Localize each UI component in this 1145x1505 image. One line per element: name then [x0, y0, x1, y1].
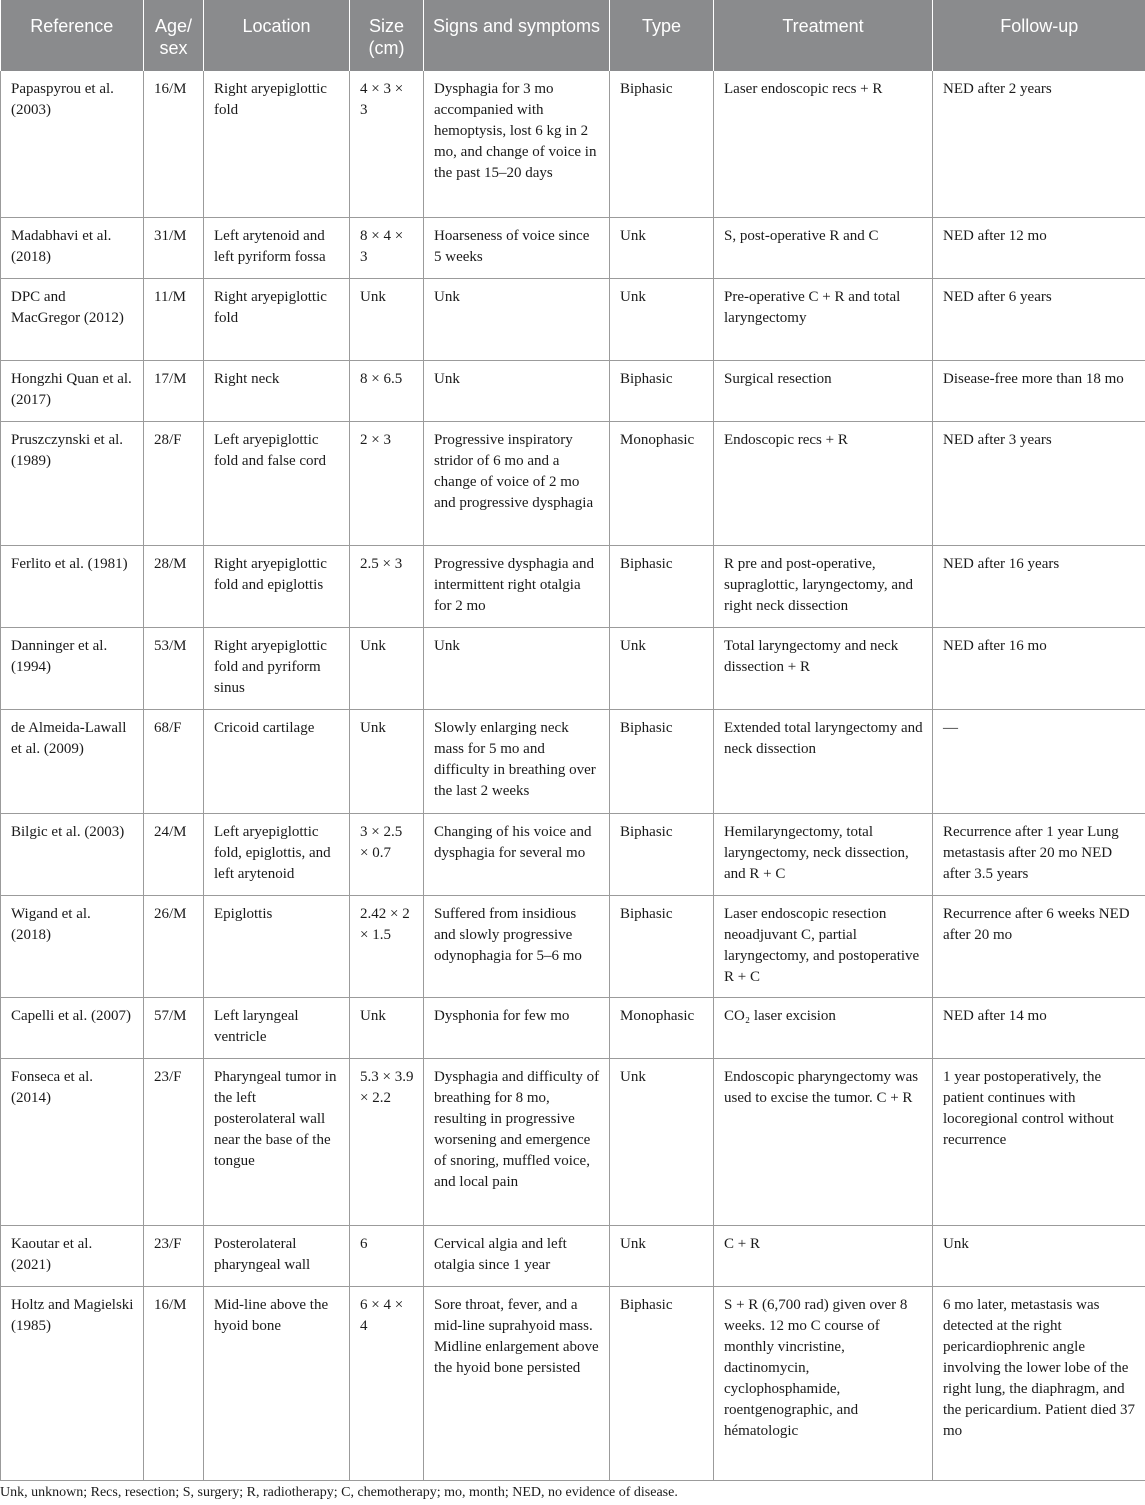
table-row: [1, 217, 1145, 278]
column-header-size: Size (cm): [350, 0, 424, 71]
cell-size: 8 × 4 × 3: [350, 217, 424, 278]
cell-location: Left aryepiglottic fold and false cord: [204, 421, 350, 545]
cell-location: Left laryngeal ventricle: [204, 997, 350, 1058]
cell-reference: Danninger et al. (1994): [1, 627, 144, 709]
table-row: [1, 813, 1145, 895]
cell-type: Unk: [610, 278, 714, 360]
cell-follow-up: NED after 14 mo: [933, 997, 1145, 1058]
cell-signs-symptoms: Slowly enlarging neck mass for 5 mo and difficulty in breathing over the last 2 weeks: [424, 709, 610, 813]
cell-treatment: S, post-operative R and C: [714, 217, 933, 278]
column-header-location: Location: [204, 0, 350, 71]
cell-age-sex: 23/F: [144, 1058, 204, 1225]
cell-age-sex: 26/M: [144, 895, 204, 997]
cell-signs-symptoms: Unk: [424, 360, 610, 421]
cell-age-sex: 16/M: [144, 1286, 204, 1480]
cell-size: 6 × 4 × 4: [350, 1286, 424, 1480]
cell-type: Unk: [610, 1058, 714, 1225]
cell-signs-symptoms: Unk: [424, 627, 610, 709]
cell-age-sex: 31/M: [144, 217, 204, 278]
cell-treatment: Surgical resection: [714, 360, 933, 421]
cell-signs-symptoms: Hoarseness of voice since 5 weeks: [424, 217, 610, 278]
cell-age-sex: 23/F: [144, 1225, 204, 1286]
column-header-signs-symptoms: Signs and symptoms: [424, 0, 610, 71]
table-body: [1, 71, 1145, 1480]
cell-signs-symptoms: Unk: [424, 278, 610, 360]
cell-follow-up: NED after 6 years: [933, 278, 1145, 360]
table-row: [1, 627, 1145, 709]
cell-reference: Ferlito et al. (1981): [1, 545, 144, 627]
cell-location: Pharyngeal tumor in the left posterolateral wall near the base of the tongue: [204, 1058, 350, 1225]
cell-follow-up: Unk: [933, 1225, 1145, 1286]
column-header-type: Type: [610, 0, 714, 71]
table-row: [1, 360, 1145, 421]
cell-age-sex: 68/F: [144, 709, 204, 813]
cell-treatment: Pre-operative C + R and total laryngectomy: [714, 278, 933, 360]
cell-size: 2.5 × 3: [350, 545, 424, 627]
cell-reference: Capelli et al. (2007): [1, 997, 144, 1058]
cell-size: Unk: [350, 627, 424, 709]
cell-type: Unk: [610, 627, 714, 709]
cell-follow-up: —: [933, 709, 1145, 813]
cell-follow-up: 6 mo later, metastasis was detected at the right pericardiophrenic angle involving the lower lobe of the right lung, the diaphragm, and the pericardium. Patient died 37 mo: [933, 1286, 1145, 1480]
table-row: [1, 545, 1145, 627]
cell-age-sex: 11/M: [144, 278, 204, 360]
cell-follow-up: NED after 16 mo: [933, 627, 1145, 709]
cell-signs-symptoms: Suffered from insidious and slowly progressive odynophagia for 5–6 mo: [424, 895, 610, 997]
cell-location: Right aryepiglottic fold and pyriform sinus: [204, 627, 350, 709]
cell-type: Biphasic: [610, 895, 714, 997]
cell-follow-up: Recurrence after 1 year Lung metastasis after 20 mo NED after 3.5 years: [933, 813, 1145, 895]
cell-reference: Madabhavi et al. (2018): [1, 217, 144, 278]
cell-treatment: Endoscopic pharyngectomy was used to excise the tumor. C + R: [714, 1058, 933, 1225]
cell-signs-symptoms: Changing of his voice and dysphagia for several mo: [424, 813, 610, 895]
table-row: [1, 278, 1145, 360]
cell-location: Cricoid cartilage: [204, 709, 350, 813]
cell-reference: de Almeida-Lawall et al. (2009): [1, 709, 144, 813]
table-row: [1, 895, 1145, 997]
cell-treatment: R pre and post-operative, supraglottic, laryngectomy, and right neck dissection: [714, 545, 933, 627]
cell-reference: Hongzhi Quan et al. (2017): [1, 360, 144, 421]
cell-type: Unk: [610, 1225, 714, 1286]
cell-size: 3 × 2.5 × 0.7: [350, 813, 424, 895]
cell-age-sex: 28/M: [144, 545, 204, 627]
cell-signs-symptoms: Sore throat, fever, and a mid-line suprahyoid mass. Midline enlargement above the hyoid bone persisted: [424, 1286, 610, 1480]
cell-age-sex: 17/M: [144, 360, 204, 421]
cell-age-sex: 16/M: [144, 71, 204, 217]
cell-type: Biphasic: [610, 813, 714, 895]
cell-location: Mid-line above the hyoid bone: [204, 1286, 350, 1480]
table-footnote: Unk, unknown; Recs, resection; S, surgery; R, radiotherapy; C, chemotherapy; mo, month; NED, no evidence of disease.: [0, 1485, 678, 1500]
cell-type: Monophasic: [610, 421, 714, 545]
cell-location: Left arytenoid and left pyriform fossa: [204, 217, 350, 278]
cell-location: Right aryepiglottic fold: [204, 278, 350, 360]
cell-treatment: CO₂ laser excision: [714, 997, 933, 1058]
cell-follow-up: NED after 2 years: [933, 71, 1145, 217]
cell-type: Biphasic: [610, 709, 714, 813]
cell-reference: Bilgic et al. (2003): [1, 813, 144, 895]
cell-follow-up: Disease-free more than 18 mo: [933, 360, 1145, 421]
cell-type: Unk: [610, 217, 714, 278]
cell-age-sex: 57/M: [144, 997, 204, 1058]
cell-size: Unk: [350, 278, 424, 360]
table-row: [1, 1058, 1145, 1225]
cell-location: Right aryepiglottic fold: [204, 71, 350, 217]
cell-signs-symptoms: Cervical algia and left otalgia since 1 year: [424, 1225, 610, 1286]
cell-age-sex: 28/F: [144, 421, 204, 545]
cell-treatment: Hemilaryngectomy, total laryngectomy, neck dissection, and R + C: [714, 813, 933, 895]
cell-size: Unk: [350, 997, 424, 1058]
cell-follow-up: 1 year postoperatively, the patient continues with locoregional control without recurrence: [933, 1058, 1145, 1225]
cell-treatment: S + R (6,700 rad) given over 8 weeks. 12 mo C course of monthly vincristine, dactinomycin, cyclophosphamide, roentgenographic, and hématologic: [714, 1286, 933, 1480]
cell-type: Biphasic: [610, 545, 714, 627]
cell-size: 8 × 6.5: [350, 360, 424, 421]
cell-follow-up: Recurrence after 6 weeks NED after 20 mo: [933, 895, 1145, 997]
cell-reference: Holtz and Magielski (1985): [1, 1286, 144, 1480]
cell-location: Posterolateral pharyngeal wall: [204, 1225, 350, 1286]
cell-follow-up: NED after 12 mo: [933, 217, 1145, 278]
cell-treatment: Endoscopic recs + R: [714, 421, 933, 545]
cell-location: Epiglottis: [204, 895, 350, 997]
cell-signs-symptoms: Dysphagia for 3 mo accompanied with hemoptysis, lost 6 kg in 2 mo, and change of voice in the past 15–20 days: [424, 71, 610, 217]
cell-treatment: Laser endoscopic resection neoadjuvant C, partial laryngectomy, and postoperative R + C: [714, 895, 933, 997]
cell-location: Left aryepiglottic fold, epiglottis, and left arytenoid: [204, 813, 350, 895]
cell-type: Biphasic: [610, 1286, 714, 1480]
cell-treatment: Total laryngectomy and neck dissection + R: [714, 627, 933, 709]
cell-follow-up: NED after 16 years: [933, 545, 1145, 627]
cell-type: Monophasic: [610, 997, 714, 1058]
cell-size: 5.3 × 3.9 × 2.2: [350, 1058, 424, 1225]
cell-reference: Kaoutar et al. (2021): [1, 1225, 144, 1286]
cell-location: Right aryepiglottic fold and epiglottis: [204, 545, 350, 627]
column-header-age-sex: Age/ sex: [144, 0, 204, 71]
column-header-follow-up: Follow-up: [933, 0, 1145, 71]
cell-size: Unk: [350, 709, 424, 813]
column-header-treatment: Treatment: [714, 0, 933, 71]
cell-treatment: Laser endoscopic recs + R: [714, 71, 933, 217]
cell-age-sex: 24/M: [144, 813, 204, 895]
cell-type: Biphasic: [610, 71, 714, 217]
header-row: [1, 0, 1145, 71]
cell-size: 4 × 3 × 3: [350, 71, 424, 217]
table-row: [1, 997, 1145, 1058]
cell-location: Right neck: [204, 360, 350, 421]
cell-type: Biphasic: [610, 360, 714, 421]
table-row: [1, 71, 1145, 217]
cell-signs-symptoms: Dysphagia and difficulty of breathing for 8 mo, resulting in progressive worsening and emergence of snoring, muffled voice, and local pain: [424, 1058, 610, 1225]
cell-reference: Pruszczynski et al. (1989): [1, 421, 144, 545]
cell-reference: Wigand et al. (2018): [1, 895, 144, 997]
cell-size: 2 × 3: [350, 421, 424, 545]
cell-reference: Fonseca et al. (2014): [1, 1058, 144, 1225]
cell-signs-symptoms: Dysphonia for few mo: [424, 997, 610, 1058]
cell-follow-up: NED after 3 years: [933, 421, 1145, 545]
cell-treatment: Extended total laryngectomy and neck dissection: [714, 709, 933, 813]
cell-reference: DPC and MacGregor (2012): [1, 278, 144, 360]
table-row: [1, 1225, 1145, 1286]
table-row: [1, 709, 1145, 813]
cell-treatment: C + R: [714, 1225, 933, 1286]
cell-signs-symptoms: Progressive dysphagia and intermittent right otalgia for 2 mo: [424, 545, 610, 627]
column-header-reference: Reference: [1, 0, 144, 71]
table-row: [1, 1286, 1145, 1480]
table-row: [1, 421, 1145, 545]
cell-signs-symptoms: Progressive inspiratory stridor of 6 mo and a change of voice of 2 mo and progressive dysphagia: [424, 421, 610, 545]
cell-age-sex: 53/M: [144, 627, 204, 709]
cell-size: 6: [350, 1225, 424, 1286]
cell-reference: Papaspyrou et al. (2003): [1, 71, 144, 217]
cell-size: 2.42 × 2 × 1.5: [350, 895, 424, 997]
